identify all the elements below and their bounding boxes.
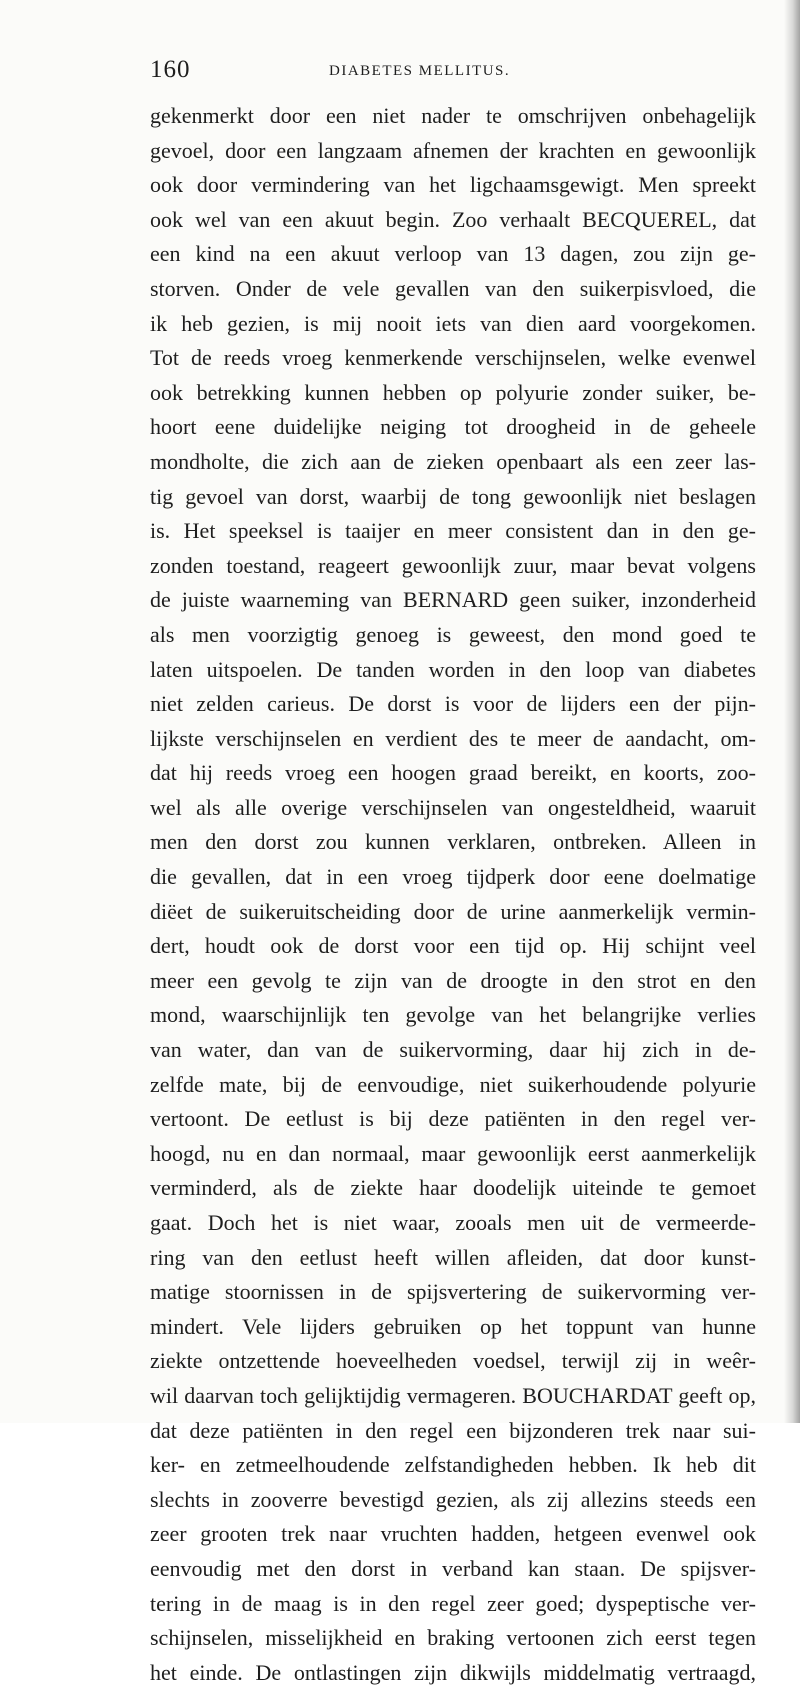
text-line: als men voorzigtig genoeg is geweest, den mond goed te: [150, 621, 756, 647]
text-line: tering in de maag is in den regel zeer goed; dyspeptische ver-: [150, 1590, 756, 1616]
text-line: ook door vermindering van het ligchaamsgewigt. Men spreekt: [150, 172, 756, 198]
text-line: men den dorst zou kunnen verklaren, ontbreken. Alleen in: [150, 829, 756, 855]
text-line: schijnselen, misselijkheid en braking vertoonen zich eerst tegen: [150, 1625, 756, 1651]
text-line: Tot de reeds vroeg kenmerkende verschijnselen, welke evenwel: [150, 345, 756, 371]
text-line: lijkste verschijnselen en verdient des te meer de aandacht, om-: [150, 725, 756, 751]
text-line: wil daarvan toch gelijktijdig vermageren. BOUCHARDAT geeft op,: [150, 1382, 756, 1408]
text-line: slechts in zooverre bevestigd gezien, als zij allezins steeds een: [150, 1486, 756, 1512]
text-line: mond, waarschijnlijk ten gevolge van het belangrijke verlies: [150, 1002, 756, 1028]
text-line: ker- en zetmeelhoudende zelfstandigheden hebben. Ik heb dit: [150, 1452, 756, 1478]
body-text: [150, 99, 756, 1690]
text-line: de juiste waarneming van BERNARD geen suiker, inzonderheid: [150, 587, 756, 613]
text-line: storven. Onder de vele gevallen van den suikerpisvloed, die: [150, 275, 756, 301]
text-line: vertoont. De eetlust is bij deze patiënten in den regel ver-: [150, 1106, 756, 1132]
text-line: een kind na een akuut verloop van 13 dagen, zou zijn ge-: [150, 241, 756, 267]
text-line: ik heb gezien, is mij nooit iets van dien aard voorgekomen.: [150, 310, 756, 336]
text-line: gevoel, door een langzaam afnemen der krachten en gewoonlijk: [150, 137, 756, 163]
text-line: zelfde mate, bij de eenvoudige, niet suikerhoudende polyurie: [150, 1071, 756, 1097]
text-line: zonden toestand, reageert gewoonlijk zuur, maar bevat volgens: [150, 552, 756, 578]
text-line: het einde. De ontlastingen zijn dikwijls middelmatig vertraagd,: [150, 1659, 756, 1685]
page-edge-shadow: [784, 0, 800, 1423]
text-line: eenvoudig met den dorst in verband kan staan. De spijsver-: [150, 1555, 756, 1581]
text-line: mondholte, die zich aan de zieken openbaart als een zeer las-: [150, 448, 756, 474]
text-line: verminderd, als de ziekte haar doodelijk uiteinde te gemoet: [150, 1175, 756, 1201]
text-line: ook betrekking kunnen hebben op polyurie zonder suiker, be-: [150, 379, 756, 405]
text-line: dat deze patiënten in den regel een bijzonderen trek naar sui-: [150, 1417, 756, 1443]
text-line: meer een gevolg te zijn van de droogte in den strot en den: [150, 967, 756, 993]
text-line: ook wel van een akuut begin. Zoo verhaalt BECQUEREL, dat: [150, 206, 756, 232]
text-line: niet zelden carieus. De dorst is voor de lijders een der pijn-: [150, 691, 756, 717]
text-line: gekenmerkt door een niet nader te omschrijven onbehagelijk: [150, 103, 756, 128]
text-line: dat hij reeds vroeg een hoogen graad bereikt, en koorts, zoo-: [150, 760, 756, 786]
text-line: hoogd, nu en dan normaal, maar gewoonlijk eerst aanmerkelijk: [150, 1140, 756, 1166]
text-line: ring van den eetlust heeft willen afleiden, dat door kunst-: [150, 1244, 756, 1270]
text-line: is. Het speeksel is taaijer en meer consistent dan in den ge-: [150, 518, 756, 544]
text-line: ziekte ontzettende hoeveelheden voedsel, terwijl zij in weêr-: [150, 1348, 756, 1374]
text-line: mindert. Vele lijders gebruiken op het toppunt van hunne: [150, 1313, 756, 1339]
text-line: tig gevoel van dorst, waarbij de tong gewoonlijk niet beslagen: [150, 483, 756, 509]
text-line: hoort eene duidelijke neiging tot droogheid in de geheele: [150, 414, 756, 440]
text-line: gaat. Doch het is niet waar, zooals men uit de vermeerde-: [150, 1210, 756, 1235]
text-line: wel als alle overige verschijnselen van ongesteldheid, waaruit: [150, 794, 756, 820]
text-line: die gevallen, dat in een vroeg tijdperk door eene doelmatige: [150, 864, 756, 890]
text-line: laten uitspoelen. De tanden worden in den loop van diabetes: [150, 656, 756, 682]
text-line: zeer grooten trek naar vruchten hadden, hetgeen evenwel ook: [150, 1521, 756, 1547]
text-line: matige stoornissen in de spijsvertering de suikervorming ver-: [150, 1279, 756, 1305]
text-line: van water, dan van de suikervorming, daar hij zich in de-: [150, 1037, 756, 1063]
text-line: dert, houdt ook de dorst voor een tijd op. Hij schijnt veel: [150, 933, 756, 959]
page-number: 160: [150, 56, 191, 83]
running-head: DIABETES MELLITUS.: [329, 63, 511, 79]
text-line: diëet de suikeruitscheiding door de urine aanmerkelijk vermin-: [150, 898, 756, 924]
